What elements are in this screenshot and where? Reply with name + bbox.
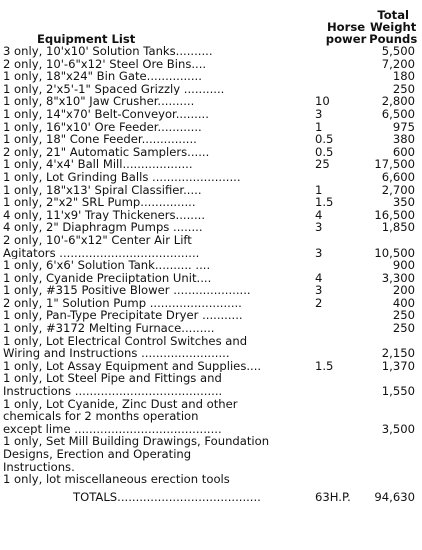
description-line: 1 only, Lot Electrical Control Switches and xyxy=(3,334,248,348)
equipment-row xyxy=(3,259,420,272)
weight-value: 400 xyxy=(392,295,415,310)
description-line: 1 only, 14"x70' Belt-Conveyor......... xyxy=(3,107,209,121)
equipment-description xyxy=(3,297,313,310)
weight-value: 250 xyxy=(392,81,415,96)
equipment-row xyxy=(3,95,420,108)
horse-power-value: 0.5 xyxy=(315,132,334,147)
equipment-description xyxy=(3,473,313,486)
weight-value: 2,700 xyxy=(381,182,415,197)
description-line: 2 only, 10'-6"x12" Center Air Lift xyxy=(3,233,192,247)
description-line: 1 only, Pan-Type Precipitate Dryer ........... xyxy=(3,309,243,323)
description-line: 1 only, Lot Grinding Balls ........................ xyxy=(3,170,241,184)
equipment-row xyxy=(3,133,420,146)
equipment-description xyxy=(3,58,313,71)
weight-value: 250 xyxy=(392,321,415,336)
horse-power-value: 1.5 xyxy=(315,358,334,373)
equipment-row xyxy=(3,70,420,83)
weight-value: 180 xyxy=(392,69,415,84)
equipment-row xyxy=(3,234,420,259)
equipment-rows xyxy=(3,45,420,486)
description-line: 2 only, 21" Automatic Samplers...... xyxy=(3,145,210,159)
description-line: 1 only, #315 Positive Blower ..................... xyxy=(3,284,251,297)
description-line: 1 only, 6'x6' Solution Tank.......... .... xyxy=(3,259,211,272)
equipment-row xyxy=(3,58,420,71)
horse-power-value: 3 xyxy=(315,283,323,298)
horse-power-value: 4 xyxy=(315,207,323,222)
equipment-description xyxy=(3,95,313,108)
weight-value: 10,500 xyxy=(374,245,415,260)
equipment-description xyxy=(3,196,313,209)
description-line: 1 only, 18" Cone Feeder............... xyxy=(3,133,197,146)
equipment-description xyxy=(3,209,313,222)
equipment-row xyxy=(3,196,420,209)
equipment-row xyxy=(3,309,420,322)
horse-power-value: 2 xyxy=(315,295,323,310)
equipment-description xyxy=(3,335,313,360)
horse-power-value: 4 xyxy=(315,270,323,285)
description-line: 1 only, Lot Steel Pipe and Fittings and xyxy=(3,372,222,386)
totals-label: TOTALS....................................... xyxy=(73,489,261,504)
equipment-row xyxy=(3,322,420,335)
equipment-description xyxy=(3,284,313,297)
equipment-description xyxy=(3,360,313,373)
description-line: Designs, Erection and Operating xyxy=(3,448,192,461)
weight-value: 7,200 xyxy=(381,56,415,71)
weight-value: 17,500 xyxy=(374,157,415,172)
description-line: Instructions. xyxy=(3,460,75,474)
description-line: 1 only, 2"x2" SRL Pump............... xyxy=(3,196,196,209)
equipment-list-heading: Equipment List xyxy=(37,33,136,45)
description-line: 1 only, Set Mill Building Drawings, Foundation xyxy=(3,435,270,448)
horse-power-value: 25 xyxy=(315,157,330,172)
description-line: chemicals for 2 months operation xyxy=(3,410,199,423)
horse-power-value: 3 xyxy=(315,106,323,121)
equipment-row xyxy=(3,83,420,96)
horse-power-heading-line1: Horse xyxy=(326,20,366,34)
horse-power-heading-line2: power xyxy=(325,32,367,46)
equipment-row xyxy=(3,297,420,310)
equipment-row xyxy=(3,272,420,285)
totals-weight: 94,630 xyxy=(374,490,415,505)
weight-value: 1,370 xyxy=(381,358,415,373)
equipment-description xyxy=(3,133,313,146)
description-line: 1 only, 18"x13' Spiral Classifier..... xyxy=(3,183,202,197)
equipment-description xyxy=(3,45,313,58)
equipment-description xyxy=(3,83,313,96)
weight-value: 1,850 xyxy=(381,220,415,235)
total-weight-heading-line1: Total xyxy=(377,8,410,22)
horse-power-value: 3 xyxy=(315,245,323,260)
equipment-description xyxy=(3,234,313,259)
equipment-row xyxy=(3,171,420,184)
description-line: 2 only, 10'-6"x12' Steel Ore Bins.... xyxy=(3,57,207,71)
horse-power-heading xyxy=(324,21,367,45)
weight-value: 1,550 xyxy=(381,384,415,399)
weight-value: 350 xyxy=(392,195,415,210)
weight-value: 5,500 xyxy=(381,44,415,58)
equipment-row xyxy=(3,108,420,121)
description-line: 1 only, #3172 Melting Furnace......... xyxy=(3,322,215,335)
equipment-description xyxy=(3,158,313,171)
equipment-description xyxy=(3,435,313,473)
equipment-description xyxy=(3,70,313,83)
equipment-description xyxy=(3,272,313,285)
equipment-description xyxy=(3,146,313,159)
description-line: 1 only, 8"x10" Jaw Crusher.......... xyxy=(3,95,195,108)
equipment-description xyxy=(3,372,313,397)
equipment-description xyxy=(3,309,313,322)
equipment-row xyxy=(3,473,420,486)
equipment-description xyxy=(3,221,313,234)
equipment-row xyxy=(3,335,420,360)
equipment-description xyxy=(3,322,313,335)
description-line: 1 only, 2'x5'-1" Spaced Grizzly ........... xyxy=(3,82,225,96)
description-line: 1 only, lot miscellaneous erection tools xyxy=(3,473,230,486)
horse-power-value: 1.5 xyxy=(315,195,334,210)
horse-power-value: 0.5 xyxy=(315,144,334,159)
equipment-row xyxy=(3,360,420,373)
weight-value: 380 xyxy=(392,132,415,147)
horse-power-value: 3 xyxy=(315,220,323,235)
equipment-description xyxy=(3,184,313,197)
description-line: Agitators ...................................... xyxy=(3,246,200,260)
total-weight-heading xyxy=(366,9,420,45)
description-line: 4 only, 11'x9' Tray Thickeners........ xyxy=(3,208,206,222)
weight-value: 2,800 xyxy=(381,94,415,109)
weight-value: 6,600 xyxy=(381,169,415,184)
column-header-row xyxy=(3,2,420,45)
weight-value: 6,500 xyxy=(381,106,415,121)
description-line: 1 only, Cyanide Preciiptation Unit.... xyxy=(3,271,212,285)
weight-value: 16,500 xyxy=(374,207,415,222)
weight-value: 3,300 xyxy=(381,270,415,285)
totals-row xyxy=(3,490,420,504)
description-line: 1 only, Lot Assay Equipment and Supplies.... xyxy=(3,359,262,373)
equipment-row xyxy=(3,158,420,171)
equipment-row xyxy=(3,209,420,222)
equipment-row xyxy=(3,45,420,58)
equipment-row xyxy=(3,121,420,134)
description-line: 4 only, 2" Diaphragm Pumps ........ xyxy=(3,221,203,234)
equipment-description xyxy=(3,121,313,134)
weight-value: 250 xyxy=(392,308,415,323)
description-line: 1 only, 16"x10' Ore Feeder............ xyxy=(3,120,202,134)
description-line: 1 only, 4'x4' Ball Mill................... xyxy=(3,158,193,171)
description-line: except lime ........................................ xyxy=(3,422,222,436)
equipment-row xyxy=(3,398,420,436)
equipment-row xyxy=(3,221,420,234)
equipment-description xyxy=(3,171,313,184)
totals-horse-power: 63H.P. xyxy=(315,490,351,505)
weight-value: 2,150 xyxy=(381,346,415,361)
equipment-row xyxy=(3,435,420,473)
weight-value: 900 xyxy=(392,258,415,273)
equipment-row xyxy=(3,284,420,297)
horse-power-value: 1 xyxy=(315,119,323,134)
weight-value: 3,500 xyxy=(381,421,415,436)
total-weight-heading-line2: Weight xyxy=(370,20,417,34)
weight-value: 600 xyxy=(392,144,415,159)
equipment-row xyxy=(3,184,420,197)
description-line: Instructions ........................................ xyxy=(3,385,223,398)
equipment-row xyxy=(3,372,420,397)
description-line: 1 only, 18"x24" Bin Gate............... xyxy=(3,70,202,83)
total-weight-heading-line3: Pounds xyxy=(369,32,418,46)
description-line: 3 only, 10'x10' Solution Tanks.......... xyxy=(3,45,213,58)
weight-value: 975 xyxy=(392,119,415,134)
equipment-description xyxy=(3,259,313,272)
weight-value: 200 xyxy=(392,283,415,298)
horse-power-value: 1 xyxy=(315,182,323,197)
horse-power-value: 10 xyxy=(315,94,330,109)
equipment-description xyxy=(3,398,313,436)
equipment-description xyxy=(3,108,313,121)
equipment-row xyxy=(3,146,420,159)
description-line: 2 only, 1" Solution Pump ......................... xyxy=(3,296,242,310)
description-line: 1 only, Lot Cyanide, Zinc Dust and other xyxy=(3,397,238,411)
description-line: Wiring and Instructions ........................ xyxy=(3,347,230,360)
